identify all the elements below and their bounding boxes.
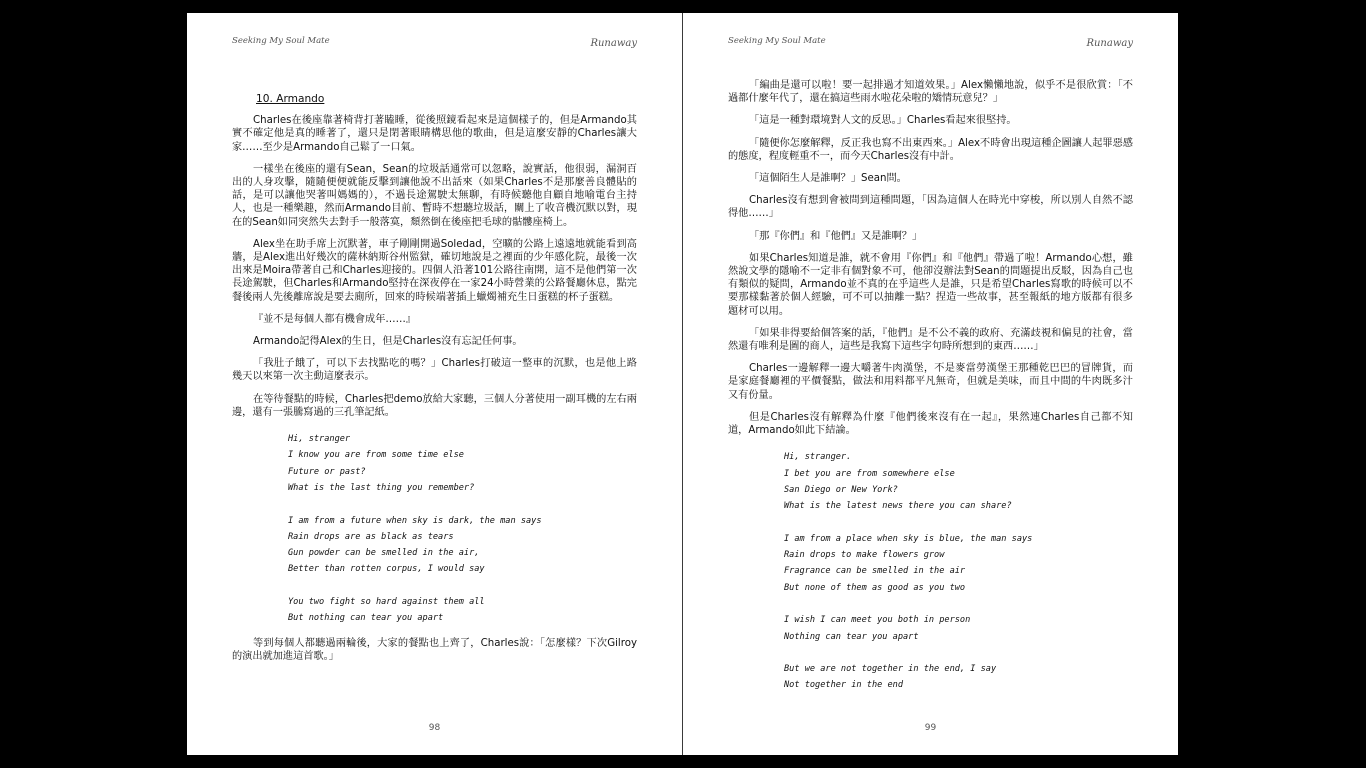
paragraph: 「那『你們』和『他們』又是誰啊？」 — [749, 230, 923, 242]
paragraph: 「隨便你怎麼解釋，反正我也寫不出東西來。」Alex不時會出現這種企圖讓人起罪惡感的態度，程度輕重不一，而今天Charles沒有中計。 — [728, 137, 1133, 162]
right-page-body — [728, 79, 1133, 704]
poem-line: You two fight so hard against them all — [288, 597, 485, 608]
poem-line: But nothing can tear you apart — [288, 613, 444, 624]
poem-line: I know you are from some time else — [288, 450, 464, 461]
poem-block — [288, 431, 637, 627]
poem-line: What is the latest news there you can share? — [784, 501, 1012, 512]
page-number: 99 — [924, 723, 937, 733]
paragraph: Armando記得Alex的生日，但是Charles沒有忘記任何事。 — [253, 336, 523, 348]
poem-line: But none of them as good as you two — [784, 582, 966, 593]
paragraph: 等到每個人都聽過兩輪後，大家的餐點也上齊了，Charles說：「怎麼樣？下次Gilroy的演出就加進這首歌。」 — [232, 637, 637, 662]
running-header-section: Runaway — [590, 38, 637, 49]
poem-line: I am from a place when sky is blue, the man says — [784, 533, 1033, 544]
running-header-title: Seeking My Soul Mate — [728, 36, 826, 46]
poem-line — [784, 645, 1133, 661]
page-number: 98 — [428, 723, 441, 733]
paragraph: Charles一邊解釋一邊大嚼著牛肉漢堡，不是麥當勞漢堡王那種乾巴巴的冒牌貨，而是家庭餐廳裡的平價餐點，做法和用料都平凡無奇，但就是美味，而且中間的牛肉既多汁又有份量。 — [728, 363, 1133, 401]
poem-line: Fragrance can be smelled in the air — [784, 566, 966, 577]
poem-line: Future or past? — [288, 466, 366, 477]
poem-line: Gun powder can be smelled in the air, — [288, 548, 480, 559]
poem-line — [288, 578, 637, 594]
paragraph: 在等待餐點的時候，Charles把demo放給大家聽，三個人分著使用一副耳機的左右兩邊，還有一張騰寫過的三孔筆記紙。 — [232, 393, 637, 418]
poem-line: Rain drops to make flowers grow — [784, 550, 945, 561]
poem-line: I wish I can meet you both in person — [784, 615, 971, 626]
paragraph: 「如果非得要給個答案的話，『他們』是不公不義的政府、充滿歧視和偏見的社會，當然還有唯利是圖的商人，這些是我寫下這些字句時所想到的東西……」 — [728, 327, 1133, 353]
poem-line: I bet you are from somewhere else — [784, 468, 955, 479]
paragraph: 『並不是每個人都有機會成年……』 — [253, 313, 416, 325]
poem-block — [784, 449, 1133, 693]
paragraph: Alex坐在助手席上沉默著，車子剛剛開過Soledad，空曠的公路上遠遠地就能看到高牆，是Alex進出好幾次的薩林納斯谷州監獄，確切地說是之裡面的少年感化院，最後一次出來是Moira帶著自己和Charles迎接的。四個人沿著101公路往南開，這不是他們第一次長途駕駛，但Charles和Armando堅持在深夜停在一家24小時營業的公路餐廳休息，點完餐後兩人先後離席說是要去廁所，回來的時候端著插上蠟燭補充生日蛋糕的杯子蛋糕。 — [232, 238, 637, 303]
running-header-title: Seeking My Soul Mate — [232, 36, 330, 46]
paragraph-group — [232, 637, 637, 663]
poem-line: Nothing can tear you apart — [784, 631, 919, 642]
poem-line: Rain drops are as black as tears — [288, 531, 454, 542]
paragraph: 一樣坐在後座的還有Sean，Sean的垃圾話通常可以忽略，說實話，他很弱，漏洞百出的人身攻擊，隨隨便便就能反擊到讓他說不出話來（如果Charles不是那麼善良體貼的話，是可以讓他哭著叫媽媽的），不過長途駕駛太無聊，有時候聽他自顧自地喻電台主持人，也是一種樂趣，然而Armando目前、暫時不想聽垃圾話，關上了收音機沉默以對，現在的Sean如同突然失去對手一般落寞，頹然倒在後座把毛球的骷髏座椅上。 — [232, 163, 637, 228]
poem-line: Hi, stranger — [288, 434, 351, 445]
paragraph: Charles在後座靠著椅背打著瞌睡，從後照鏡看起來是這個樣子的，但是Armando其實不確定他是真的睡著了，還只是閉著眼睛構思他的歌曲，但是這麼安靜的Charles讓大家……至少是Armando自己鬆了一口氣。 — [232, 115, 637, 153]
paragraph: 「編曲是還可以啦！要一起排過才知道效果。」Alex懶懶地說，似乎不是很欣賞：「不過都什麼年代了，還在搞這些雨水啦花朵啦的矯情玩意兒？」 — [728, 80, 1133, 105]
paragraph: 「這個陌生人是誰啊？」Sean問。 — [749, 173, 907, 185]
poem-line: Better than rotten corpus, I would say — [288, 564, 485, 575]
poem-line: What is the last thing you remember? — [288, 482, 475, 493]
poem-line: San Diego or New York? — [784, 484, 898, 495]
running-header-section: Runaway — [1086, 38, 1133, 49]
chapter-title: 10. Armando — [256, 93, 325, 105]
left-page — [187, 13, 682, 755]
poem-line — [784, 514, 1133, 530]
poem-line: I am from a future when sky is dark, the man says — [288, 515, 542, 526]
poem-line: Not together in the end — [784, 680, 903, 691]
right-page — [683, 13, 1178, 755]
poem-line: Hi, stranger. — [784, 452, 852, 463]
poem-line — [784, 596, 1133, 612]
paragraph-group — [728, 79, 1133, 437]
paragraph: 「我肚子餓了，可以下去找點吃的嗎？」Charles打破這一整車的沉默，也是他上路幾天以來第一次主動這麼表示。 — [232, 358, 637, 383]
paragraph: Charles沒有想到會被問到這種問題，「因為這個人在時光中穿梭，所以別人自然不認得他……」 — [728, 195, 1133, 220]
left-page-body — [232, 93, 637, 672]
paragraph: 「這是一種對環境對人文的反思。」Charles看起來很堅持。 — [749, 115, 1017, 127]
poem-line — [288, 496, 637, 512]
paragraph-group — [232, 114, 637, 419]
paragraph: 但是Charles沒有解釋為什麼『他們後來沒有在一起』，果然連Charles自己都不知道，Armando如此下結論。 — [728, 411, 1133, 437]
poem-line: But we are not together in the end, I say — [784, 664, 997, 675]
paragraph: 如果Charles知道是誰，就不會用『你們』和『他們』帶過了啦！Armando心想，雖然說文學的隱喻不一定非有個對象不可，他卻沒辦法對Sean的問題提出反駁，因為自己也有類似的疑問，Armando並不真的在乎這些人是誰，只是希望Charles寫歌的時候可以不要那樣黏著於個人經驗，可不可以抽離一點？捏造一些故事，甚至報紙的地方版都有很多題材可以用。 — [728, 252, 1133, 317]
